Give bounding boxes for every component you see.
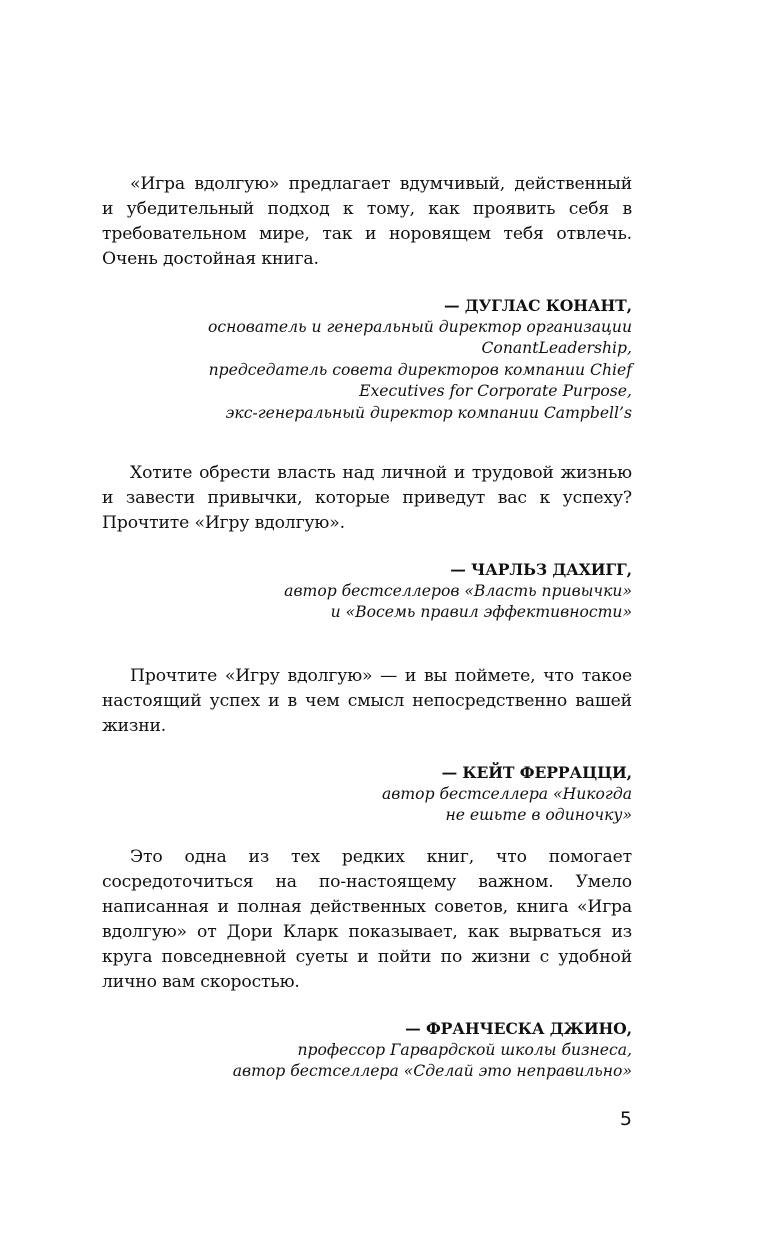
author-role-line: экс-генеральный директор компании Campbell’s (225, 403, 632, 422)
testimonial-attribution (102, 1018, 632, 1083)
page-number: 5 (619, 1108, 632, 1130)
author-role-line: не ешьте в одиночку» (445, 806, 632, 824)
author-role-line: автор бестселлера «Сделай это неправильно» (232, 1062, 632, 1080)
testimonial-4 (102, 845, 632, 1083)
author-role-line: профессор Гарвардской школы бизнеса, (297, 1040, 632, 1059)
author-role-line: и «Восемь правил эффективности» (330, 603, 632, 621)
testimonial-author: — ФРАНЧЕСКА ДЖИНО, (405, 1019, 632, 1038)
testimonial-text: Это одна из тех редких книг, что помогает сосредоточиться на по-настоящему важном. Умело написанная и полная действенных советов, книга «Игра вдолгую» от Дори Кларк показывает, как вырваться из круга повседневной суеты и пойти по жизни с удобной лично вам скоростью. (102, 847, 632, 992)
testimonial-1 (102, 172, 632, 424)
testimonial-attribution (102, 762, 632, 827)
author-role-line: ConantLeadership, (481, 339, 632, 357)
author-role-line: председатель совета директоров компании Chief (208, 360, 632, 379)
testimonial-text: Хотите обрести власть над личной и трудовой жизнью и завести привычки, которые приведут вас к успеху? Прочтите «Игру вдолгую». (102, 463, 632, 533)
author-role-line: автор бестселлера «Никогда (382, 784, 632, 803)
testimonial-author: — ДУГЛАС КОНАНТ, (443, 296, 632, 315)
testimonial-text: Прочтите «Игру вдолгую» — и вы поймете, что такое настоящий успех и в чем смысл непосредственно вашей жизни. (102, 666, 632, 736)
author-role-line: Executives for Corporate Purpose, (359, 382, 632, 400)
testimonial-author: — ЧАРЛЬЗ ДАХИГГ, (450, 560, 632, 579)
testimonial-text: «Игра вдолгую» предлагает вдумчивый, действенный и убедительный подход к тому, как проявить себя в требовательном мире, так и норовящем тебя отвлечь. Очень достойная книга. (102, 174, 632, 269)
testimonial-author: — КЕЙТ ФЕРРАЦЦИ, (441, 763, 632, 782)
testimonial-3 (102, 664, 632, 827)
author-role-line: автор бестселлеров «Власть привычки» (284, 581, 632, 600)
testimonial-attribution (102, 559, 632, 624)
author-role-line: основатель и генеральный директор организации (207, 317, 632, 336)
testimonial-attribution (102, 295, 632, 424)
testimonial-2 (102, 461, 632, 624)
